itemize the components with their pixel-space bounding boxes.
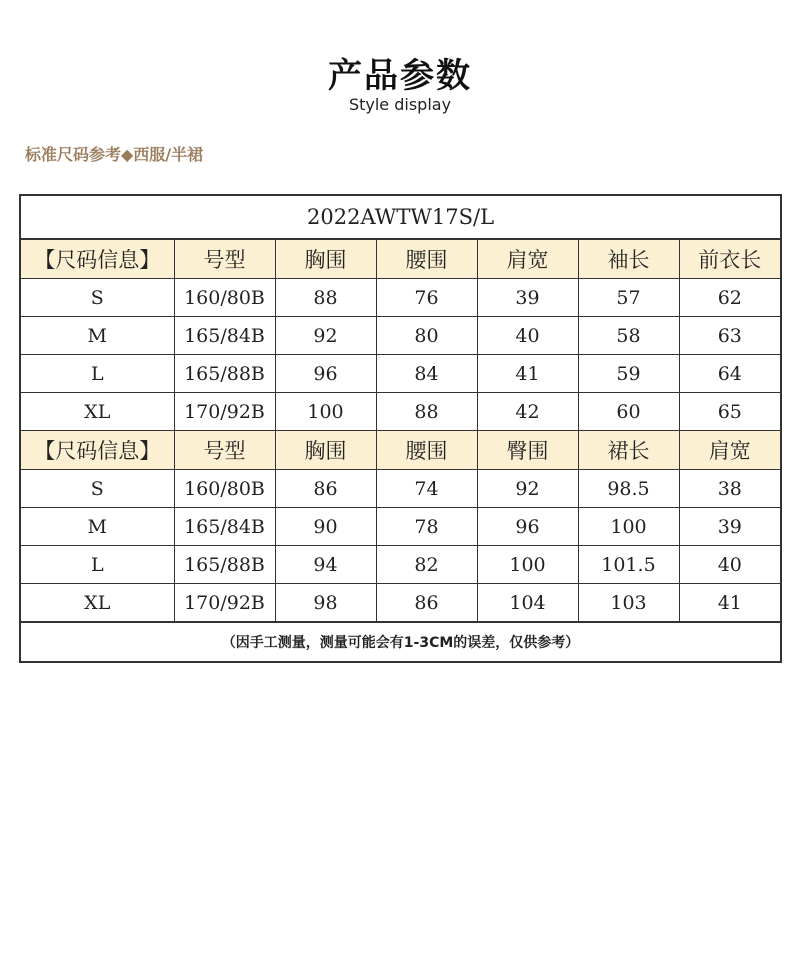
- page-subtitle: Style display: [348, 95, 452, 114]
- size-table: [19, 194, 782, 663]
- jacket-table-cell: 57: [578, 279, 679, 317]
- jacket-table-cell: 58: [578, 317, 679, 355]
- skirt-table-cell: S: [20, 470, 174, 508]
- jacket-table-cell: 42: [477, 393, 578, 431]
- skirt-header-cell: 裙长: [578, 431, 679, 470]
- jacket-table-cell: XL: [20, 393, 174, 431]
- jacket-table-cell: 84: [376, 355, 477, 393]
- jacket-table-cell: S: [20, 279, 174, 317]
- jacket-table-cell: 64: [679, 355, 781, 393]
- skirt-header-cell: 肩宽: [679, 431, 781, 470]
- jacket-header-row: [20, 239, 781, 279]
- skirt-table-cell: 40: [679, 546, 781, 584]
- jacket-table-cell: 170/92B: [174, 393, 275, 431]
- skirt-header-cell: 臀围: [477, 431, 578, 470]
- skirt-table-cell: 94: [275, 546, 376, 584]
- jacket-header-cell: 腰围: [376, 239, 477, 279]
- skirt-table-cell: 98: [275, 584, 376, 623]
- skirt-table-cell: 98.5: [578, 470, 679, 508]
- jacket-table-cell: 92: [275, 317, 376, 355]
- skirt-table-cell: 38: [679, 470, 781, 508]
- skirt-table-cell: 82: [376, 546, 477, 584]
- skirt-header-cell: 腰围: [376, 431, 477, 470]
- skirt-table-cell: 90: [275, 508, 376, 546]
- jacket-table-cell: 39: [477, 279, 578, 317]
- jacket-table-cell: 60: [578, 393, 679, 431]
- skirt-table-cell: 78: [376, 508, 477, 546]
- jacket-table-cell: 80: [376, 317, 477, 355]
- skirt-table-row: [20, 470, 781, 508]
- jacket-table-cell: 41: [477, 355, 578, 393]
- skirt-table-row: [20, 584, 781, 623]
- jacket-table-cell: 63: [679, 317, 781, 355]
- skirt-header-cell: 号型: [174, 431, 275, 470]
- note-row: [20, 622, 781, 662]
- jacket-header-cell: 肩宽: [477, 239, 578, 279]
- skirt-header-cell: 【尺码信息】: [20, 431, 174, 470]
- jacket-table-cell: 160/80B: [174, 279, 275, 317]
- skirt-table-cell: 103: [578, 584, 679, 623]
- skirt-table-cell: 100: [477, 546, 578, 584]
- jacket-table-cell: 96: [275, 355, 376, 393]
- skirt-table-cell: 101.5: [578, 546, 679, 584]
- skirt-header-cell: 胸围: [275, 431, 376, 470]
- skirt-table-cell: 165/84B: [174, 508, 275, 546]
- jacket-table-cell: 88: [275, 279, 376, 317]
- jacket-table-cell: 59: [578, 355, 679, 393]
- skirt-table-cell: 39: [679, 508, 781, 546]
- jacket-table-cell: 40: [477, 317, 578, 355]
- jacket-table-cell: 100: [275, 393, 376, 431]
- skirt-header-row: [20, 431, 781, 470]
- model-code: 2022AWTW17S/L: [20, 195, 781, 239]
- jacket-table-row: [20, 279, 781, 317]
- skirt-table-cell: 74: [376, 470, 477, 508]
- skirt-table-cell: 96: [477, 508, 578, 546]
- jacket-table-cell: 65: [679, 393, 781, 431]
- jacket-table-cell: L: [20, 355, 174, 393]
- skirt-table-cell: 92: [477, 470, 578, 508]
- jacket-table-cell: 88: [376, 393, 477, 431]
- jacket-table-row: [20, 355, 781, 393]
- skirt-table-cell: 104: [477, 584, 578, 623]
- section-label: 标准尺码参考◆西服/半裙: [25, 145, 204, 164]
- skirt-table-cell: 100: [578, 508, 679, 546]
- jacket-header-cell: 【尺码信息】: [20, 239, 174, 279]
- skirt-table-cell: XL: [20, 584, 174, 623]
- jacket-table-cell: 76: [376, 279, 477, 317]
- skirt-table-cell: L: [20, 546, 174, 584]
- jacket-table-row: [20, 393, 781, 431]
- jacket-header-cell: 袖长: [578, 239, 679, 279]
- jacket-table-cell: 165/88B: [174, 355, 275, 393]
- jacket-header-cell: 胸围: [275, 239, 376, 279]
- jacket-table-cell: M: [20, 317, 174, 355]
- skirt-table-cell: 170/92B: [174, 584, 275, 623]
- skirt-table-cell: M: [20, 508, 174, 546]
- model-row: [20, 195, 781, 239]
- jacket-header-cell: 前衣长: [679, 239, 781, 279]
- skirt-table-cell: 86: [376, 584, 477, 623]
- skirt-table-row: [20, 546, 781, 584]
- measurement-note: （因手工测量，测量可能会有1-3CM的误差，仅供参考）: [20, 622, 781, 662]
- skirt-table-cell: 165/88B: [174, 546, 275, 584]
- jacket-table-cell: 62: [679, 279, 781, 317]
- skirt-table-row: [20, 508, 781, 546]
- skirt-table-cell: 86: [275, 470, 376, 508]
- skirt-table-cell: 41: [679, 584, 781, 623]
- skirt-table-cell: 160/80B: [174, 470, 275, 508]
- page-title: 产品参数: [328, 56, 472, 96]
- jacket-header-cell: 号型: [174, 239, 275, 279]
- jacket-table-row: [20, 317, 781, 355]
- jacket-table-cell: 165/84B: [174, 317, 275, 355]
